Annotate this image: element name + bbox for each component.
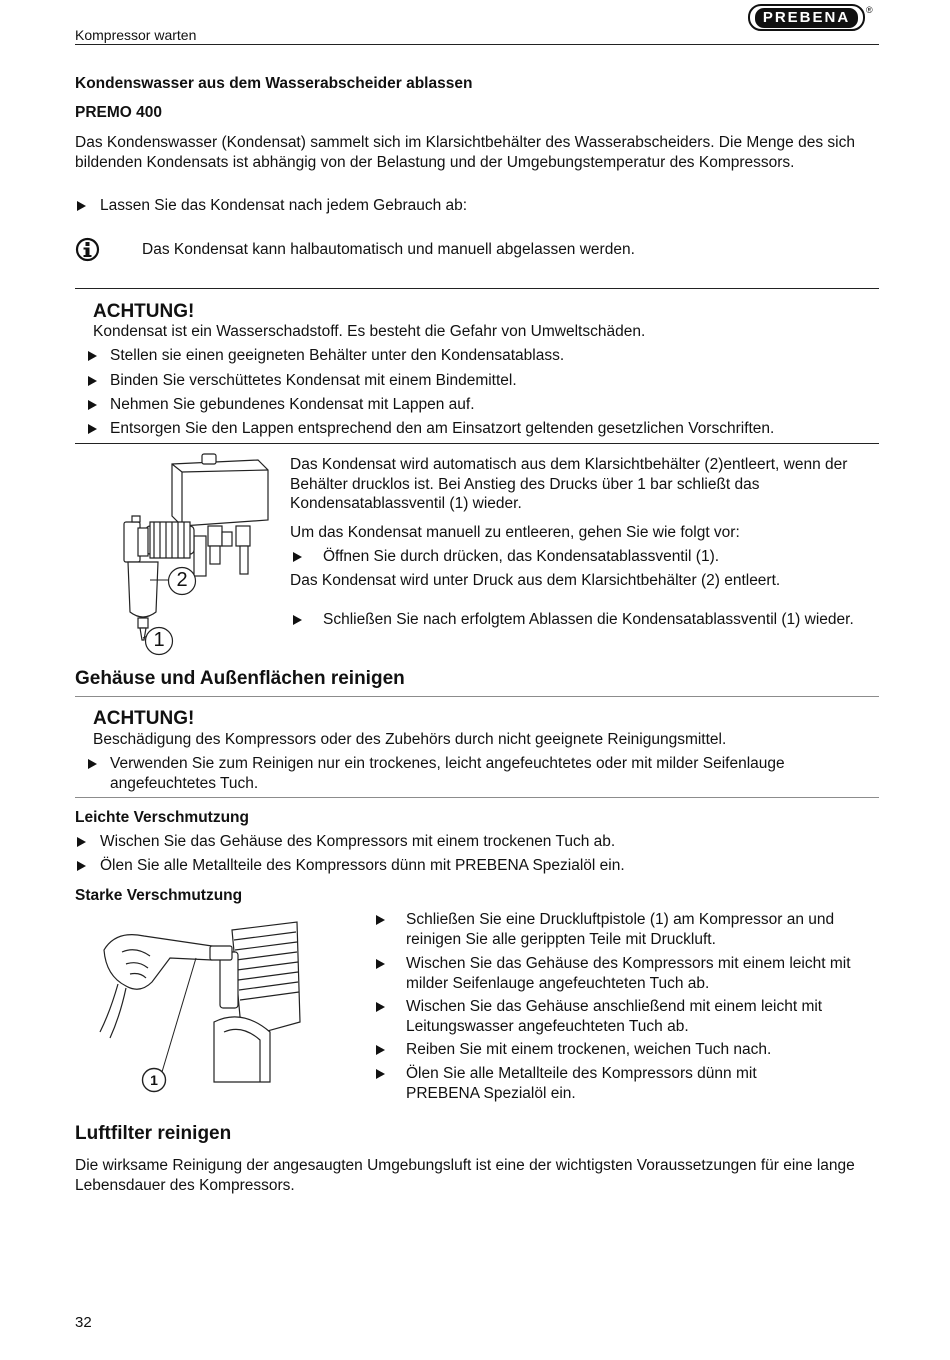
bullet-text: Wischen Sie das Gehäuse anschließend mit einem leicht mit Leitungswasser angefeuchteten Tuch ab. [406, 998, 823, 1035]
header-section-title: Kompressor warten [75, 27, 197, 43]
water-separator-illustration [110, 450, 280, 660]
bullet-arrow-icon [376, 1069, 385, 1079]
bullet-text: Reiben Sie mit einem trockenen, weichen Tuch nach. [406, 1041, 772, 1058]
bullet-text: Lassen Sie das Kondensat nach jedem Gebrauch ab: [100, 197, 468, 214]
auto-drain-paragraph: Das Kondensat wird automatisch aus dem Klarsichtbehälter (2)entleert, wenn der Behälter drucklos ist. Bei Anstieg des Drucks über 1 bar schließt das Kondensatablassventil (1) wieder. [290, 456, 848, 512]
bullet-item [77, 196, 867, 216]
intro-paragraph: Das Kondenswasser (Kondensat) sammelt sich im Klarsichtbehälter des Wasserabscheiders. Die Menge des sich bildenden Kondensats ist abhängig von der Belastung und der Umgebungstemperatur des Kompressors. [75, 134, 855, 171]
callout-label-1: 1 [153, 629, 165, 651]
bullet-text: Schließen Sie nach erfolgtem Ablassen die Kondensatablassventil (1) wieder. [323, 611, 854, 628]
light-dirt-bullet [77, 832, 867, 852]
bullet-text: Ölen Sie alle Metallteile des Kompressors dünn mit PREBENA Spezialöl ein. [406, 1065, 757, 1102]
registered-mark: ® [866, 5, 873, 15]
light-dirt-heading: Leichte Verschmutzung [75, 809, 249, 826]
bullet-text: Entsorgen Sie den Lappen entsprechend den am Einsatzort geltenden gesetzlichen Vorschriften. [110, 420, 775, 437]
warning-bullet [88, 419, 868, 439]
warning-bullet [88, 754, 848, 793]
bullet-arrow-icon [376, 959, 385, 969]
header-rule [75, 44, 879, 45]
bullet-arrow-icon [376, 1045, 385, 1055]
warning-bullet [88, 346, 868, 366]
bullet-text: Wischen Sie das Gehäuse des Kompressors mit einem leicht mit milder Seifenlauge angefeuchteten Tuch ab. [406, 955, 851, 992]
prebena-logo [748, 4, 865, 31]
info-text: Das Kondensat kann halbautomatisch und manuell abgelassen werden. [142, 241, 635, 258]
warning-text: Beschädigung des Kompressors oder des Zubehörs durch nicht geeignete Reinigungsmittel. [93, 731, 727, 748]
bullet-text: Ölen Sie alle Metallteile des Kompressors dünn mit PREBENA Spezialöl ein. [100, 857, 625, 874]
callout-label-1: 1 [150, 1072, 158, 1088]
page-number: 32 [75, 1314, 92, 1331]
bullet-text: Nehmen Sie gebundenes Kondensat mit Lappen auf. [110, 396, 475, 413]
air-gun-cleaning-illustration [92, 912, 307, 1097]
section-heading-kondenswasser: Kondenswasser aus dem Wasserabscheider ablassen [75, 75, 473, 92]
bullet-text: Schließen Sie eine Druckluftpistole (1) am Kompressor an und reinigen Sie alle gerippten Teile mit Druckluft. [406, 911, 835, 948]
bullet-text: Binden Sie verschüttetes Kondensat mit einem Bindemittel. [110, 372, 517, 389]
manual-drain-result: Das Kondensat wird unter Druck aus dem Klarsichtbehälter (2) entleert. [290, 572, 781, 589]
bullet-arrow-icon [77, 861, 86, 871]
warning-title: ACHTUNG! [93, 301, 195, 322]
heavy-dirt-heading: Starke Verschmutzung [75, 887, 243, 904]
section-heading-luftfilter: Luftfilter reinigen [75, 1123, 232, 1144]
logo-text: PREBENA [755, 8, 858, 28]
bullet-arrow-icon [293, 615, 302, 625]
bullet-arrow-icon [77, 201, 86, 211]
callout-label-2: 2 [176, 569, 188, 591]
warning-text: Kondensat ist ein Wasserschadstoff. Es besteht die Gefahr von Umweltschäden. [93, 323, 646, 340]
warning-bottom-rule [75, 443, 879, 444]
bullet-arrow-icon [88, 376, 97, 386]
manual-drain-intro: Um das Kondensat manuell zu entleeren, gehen Sie wie folgt vor: [290, 524, 740, 541]
heavy-dirt-bullet [376, 910, 866, 949]
warning-title: ACHTUNG! [93, 708, 195, 729]
bullet-text: Verwenden Sie zum Reinigen nur ein trockenes, leicht angefeuchtetes oder mit milder Seifenlauge angefeuchtetes Tuch. [110, 755, 785, 792]
close-valve-bullet [293, 610, 863, 630]
section-heading-gehaeuse: Gehäuse und Außenflächen reinigen [75, 668, 405, 689]
bullet-arrow-icon [88, 759, 97, 769]
heavy-dirt-bullet [376, 954, 866, 993]
bullet-arrow-icon [376, 915, 385, 925]
bullet-arrow-icon [376, 1002, 385, 1012]
heavy-dirt-bullet [376, 1040, 866, 1060]
bullet-arrow-icon [77, 837, 86, 847]
heavy-dirt-bullet [376, 1064, 796, 1103]
luftfilter-paragraph: Die wirksame Reinigung der angesaugten Umgebungsluft ist eine der wichtigsten Voraussetzungen für eine lange Lebensdauer des Kompressors. [75, 1157, 855, 1194]
heavy-dirt-bullet [376, 997, 866, 1036]
warning-top-rule [75, 288, 879, 289]
bullet-text: Öffnen Sie durch drücken, das Kondensatablassventil (1). [323, 548, 720, 565]
light-dirt-bullet [77, 856, 867, 876]
bullet-arrow-icon [293, 552, 302, 562]
bullet-arrow-icon [88, 351, 97, 361]
section-rule [75, 696, 879, 697]
bullet-text: Wischen Sie das Gehäuse des Kompressors mit einem trockenen Tuch ab. [100, 833, 616, 850]
bullet-arrow-icon [88, 400, 97, 410]
warning-bullet [88, 371, 868, 391]
model-label: PREMO 400 [75, 104, 163, 121]
warning-bullet [88, 395, 868, 415]
manual-drain-bullet [293, 547, 870, 567]
warning-bottom-rule [75, 797, 879, 798]
bullet-arrow-icon [88, 424, 97, 434]
info-icon [75, 237, 100, 262]
bullet-text: Stellen sie einen geeigneten Behälter unter den Kondensatablass. [110, 347, 565, 364]
